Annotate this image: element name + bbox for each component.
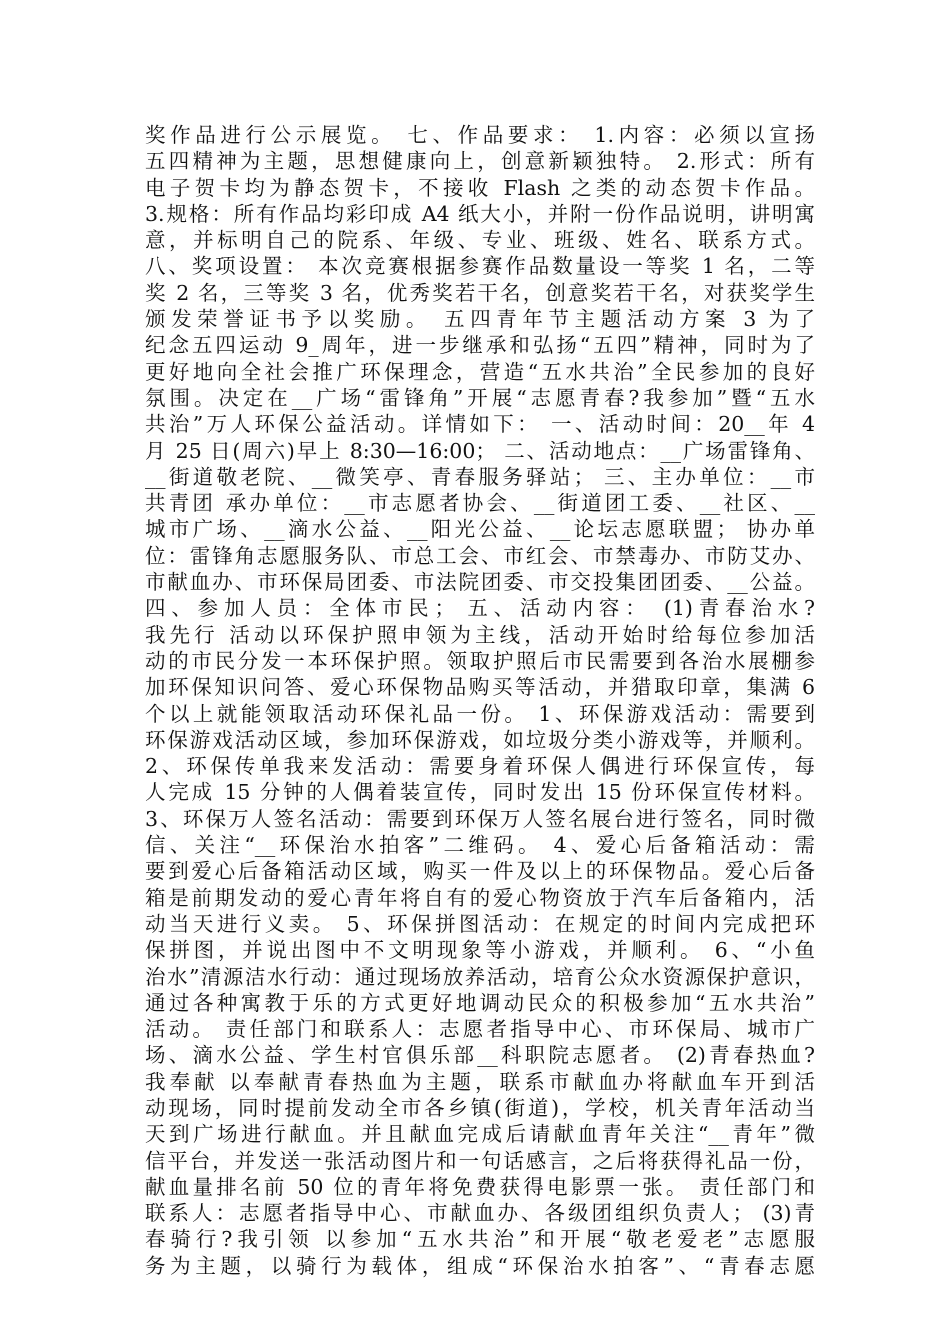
text-line: 我奉献 以奉献青春热血为主题，联系市献血办将献血车开到活 bbox=[145, 1069, 815, 1094]
text-line: 通过各种寓教于乐的方式更好地调动民众的积极参加“五水共治” bbox=[145, 990, 815, 1015]
text-line: 3、环保万人签名活动：需要到环保万人签名展台进行签名，同时微 bbox=[145, 806, 815, 831]
text-line: 氛围。决定在__广场“雷锋角”开展“志愿青春?我参加”暨“五水 bbox=[145, 385, 815, 410]
text-line: 四、参加人员：全体市民； 五、活动内容： (1)青春治水? bbox=[145, 596, 815, 621]
text-line: 场、滴水公益、学生村官俱乐部__科职院志愿者。 (2)青春热血? bbox=[145, 1043, 815, 1068]
document-page bbox=[145, 122, 815, 1279]
text-line: 人完成 15 分钟的人偶着装宣传，同时发出 15 份环保宣传材料。 bbox=[145, 780, 815, 805]
text-line: 五四精神为主题，思想健康向上，创意新颖独特。 2.形式：所有 bbox=[145, 149, 815, 174]
text-line: 保拼图，并说出图中不文明现象等小游戏，并顺利。 6、“小鱼 bbox=[145, 938, 815, 963]
text-line: 市献血办、市环保局团委、市法院团委、市交投集团团委、__公益。 bbox=[145, 570, 815, 595]
text-line: 纪念五四运动 9_周年，进一步继承和弘扬“五四”精神，同时为了 bbox=[145, 333, 815, 358]
text-line: 月 25 日(周六)早上 8:30—16:00； 二、活动地点：__广场雷锋角、 bbox=[145, 438, 815, 463]
text-line: 城市广场、__滴水公益、__阳光公益、__论坛志愿联盟； 协办单 bbox=[145, 517, 815, 542]
text-line: 动当天进行义卖。 5、环保拼图活动：在规定的时间内完成把环 bbox=[145, 911, 815, 936]
text-line: 活动。 责任部门和联系人：志愿者指导中心、市环保局、城市广 bbox=[145, 1017, 815, 1042]
text-line: 我先行 活动以环保护照申领为主线，活动开始时给每位参加活 bbox=[145, 622, 815, 647]
text-line: 奖作品进行公示展览。 七、作品要求： 1.内容：必须以宣扬 bbox=[145, 123, 815, 147]
text-line: 位：雷锋角志愿服务队、市总工会、市红会、市禁毒办、市防艾办、 bbox=[145, 543, 815, 568]
text-line: 动现场，同时提前发动全市各乡镇(街道)，学校，机关青年活动当 bbox=[145, 1095, 815, 1120]
text-line: 八、奖项设置： 本次竞赛根据参赛作品数量设一等奖 1 名，二等 bbox=[145, 254, 815, 279]
text-line: 箱是前期发动的爱心青年将自有的爱心物资放于汽车后备箱内，活 bbox=[145, 885, 815, 910]
text-line: 颁发荣誉证书予以奖励。 五四青年节主题活动方案 3 为了 bbox=[145, 307, 815, 332]
text-line: 务为主题，以骑行为载体，组成“环保治水拍客”、“青春志愿 bbox=[145, 1253, 815, 1278]
text-line: 环保游戏活动区域，参加环保游戏，如垃圾分类小游戏等，并顺利。 bbox=[145, 727, 815, 752]
text-line: 2、环保传单我来发活动：需要身着环保人偶进行环保宣传，每 bbox=[145, 754, 815, 779]
text-line: 加环保知识问答、爱心环保物品购买等活动，并猎取印章，集满 6 bbox=[145, 675, 815, 700]
text-line: 联系人：志愿者指导中心、市献血办、各级团组织负责人； (3)青 bbox=[145, 1201, 815, 1226]
text-line: 天到广场进行献血。并且献血完成后请献血青年关注“__青年”微 bbox=[145, 1122, 815, 1147]
text-line: __街道敬老院、__微笑亭、青春服务驿站； 三、主办单位：__市 bbox=[145, 464, 815, 489]
text-line: 要到爱心后备箱活动区域，购买一件及以上的环保物品。爱心后备 bbox=[145, 859, 815, 884]
text-line: 奖 2 名，三等奖 3 名，优秀奖若干名，创意奖若干名，对获奖学生 bbox=[145, 280, 815, 305]
text-line: 春骑行?我引领 以参加“五水共治”和开展“敬老爱老”志愿服 bbox=[145, 1227, 815, 1252]
text-line: 3.规格：所有作品均彩印成 A4 纸大小，并附一份作品说明，讲明寓 bbox=[145, 201, 815, 226]
text-line: 意，并标明自己的院系、年级、专业、班级、姓名、联系方式。 bbox=[145, 228, 815, 253]
text-line: 动的市民分发一本环保护照。领取护照后市民需要到各治水展棚参 bbox=[145, 648, 815, 673]
text-line: 信、关注“__环保治水拍客”二维码。 4、爱心后备箱活动：需 bbox=[145, 833, 815, 858]
text-line: 信平台，并发送一张活动图片和一句话感言，之后将获得礼品一份， bbox=[145, 1148, 815, 1173]
text-line: 更好地向全社会推广环保理念，营造“五水共治”全民参加的良好 bbox=[145, 359, 815, 384]
text-line: 个以上就能领取活动环保礼品一份。 1、环保游戏活动：需要到 bbox=[145, 701, 815, 726]
text-line: 献血量排名前 50 位的青年将免费获得电影票一张。 责任部门和 bbox=[145, 1174, 815, 1199]
text-line: 共青团 承办单位：__市志愿者协会、__街道团工委、__社区、__ bbox=[145, 491, 815, 516]
text-line: 治水”清源洁水行动：通过现场放养活动，培育公众水资源保护意识， bbox=[145, 964, 815, 989]
text-line: 共治”万人环保公益活动。详情如下： 一、活动时间：20__年 4 bbox=[145, 412, 815, 437]
text-line: 电子贺卡均为静态贺卡，不接收 Flash 之类的动态贺卡作品。 bbox=[145, 175, 815, 200]
